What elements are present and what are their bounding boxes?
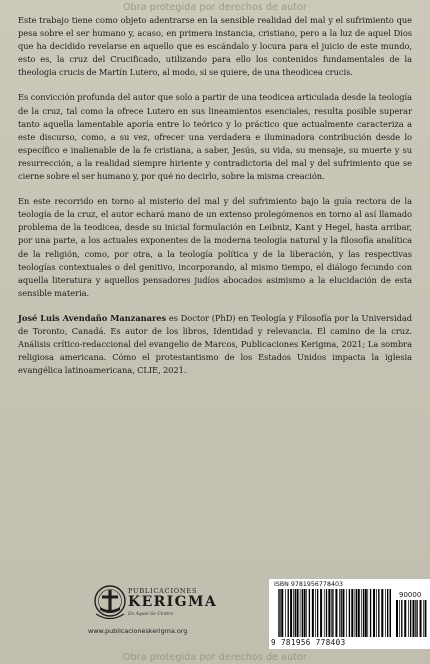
- blurb-paragraph-3: En este recorrido en torno al misterio del mal y del sufrimiento bajo la guía rectora de la teología de la cruz, el autor echará mano de un extenso prolegómenos en torno al así llamado problema de la teodicea, desde su inicial formulación en Leibniz, Kant y Hegel, hasta arribar, por una parte, a los actuales exponentes de la moderna teología natural y la filosofía analítica de la religión, como, por otra, a la teología política y de la liberación, y las respectivas teologías contextuales o del genitivo, incorporando, al mismo tiempo, el diálogo fecundo con aquella literatura y aquellos pensadores judíos abocados asimismo a la elucidación de esta sensible materia.: [18, 196, 412, 298]
- barcode-bar: [385, 589, 386, 637]
- publisher-logo: [90, 579, 250, 644]
- barcode-bar: [363, 589, 364, 637]
- cover-footer: [18, 579, 422, 649]
- isbn-label: ISBN 9781956778403: [274, 581, 343, 588]
- barcode-bar: [290, 589, 292, 637]
- barcode-bar: [317, 589, 318, 637]
- barcode-bar: [396, 600, 398, 637]
- barcode-bar: [390, 589, 391, 637]
- barcode-bar: [425, 600, 426, 637]
- barcode-bar: [335, 589, 337, 637]
- barcode-bar: [408, 600, 409, 637]
- barcode-bar: [342, 589, 344, 637]
- barcode-bar: [349, 589, 350, 637]
- barcode-bar: [365, 589, 367, 637]
- barcode-bar: [326, 589, 327, 637]
- barcode-bar: [376, 589, 377, 637]
- barcode-bar: [295, 589, 296, 637]
- barcode-bar: [358, 589, 360, 637]
- barcode-bar: [420, 600, 422, 637]
- blurb-paragraph-2: Es convicción profunda del autor que solo a partir de una teodicea articulada desde la teología de la cruz, tal como la ofrece Lutero en sus lineamientos esenciales, resulta posible superar tanto aquella lamentable aporía entre lo teórico y lo práctico que actualmente caracteriza a este discurso, como, a su vez, ofrecer una verdadera e iluminadora contribución desde lo específico e inalienable de la fe cristiana, a saber, Jesús, su vida, su mensaje, su muerte y su resurrección, a la realidad siempre hiriente y contradictoria del mal y del sufrimiento que se cierne sobre el ser humano y, por qué no decirlo, sobre la misma creación.: [18, 92, 412, 182]
- watermark-bottom: Obra protegida por derechos de autor: [123, 652, 307, 663]
- barcode-bar: [346, 589, 347, 637]
- barcode-bar: [285, 589, 286, 637]
- barcode-bar: [341, 589, 342, 637]
- barcode-bar: [320, 589, 322, 637]
- barcode-bar: [399, 600, 400, 637]
- barcode-bar: [401, 600, 402, 637]
- publisher-name: KERIGMA: [128, 594, 218, 610]
- barcode-bar: [293, 589, 294, 637]
- barcode-bar: [410, 600, 411, 637]
- barcode-bar: [367, 589, 368, 637]
- barcode-bar: [370, 589, 371, 637]
- isbn-barcode: [269, 579, 430, 649]
- barcode-bar: [297, 589, 299, 637]
- barcode-bar: [281, 589, 283, 637]
- barcode-bar: [387, 589, 388, 637]
- barcode-bar: [278, 589, 279, 637]
- barcode-bar: [279, 589, 280, 637]
- barcode-bar: [328, 589, 330, 637]
- barcode-bar: [339, 589, 340, 637]
- price-code: 90000: [399, 591, 422, 599]
- barcode-bar: [356, 589, 357, 637]
- barcode-bar: [361, 589, 362, 637]
- publisher-tagline: En Aquel Se Centra: [128, 612, 173, 617]
- barcode-bar: [373, 589, 375, 637]
- barcode-bar: [302, 589, 303, 637]
- publisher-website: www.publicacioneskerigma.org: [88, 627, 188, 635]
- barcode-bar: [355, 589, 356, 637]
- barcode-bar: [312, 589, 314, 637]
- author-name: José Luis Avendaño Manzanares: [18, 312, 167, 323]
- publisher-line1: PUBLICACIONES: [128, 587, 198, 595]
- barcode-bar: [288, 589, 289, 637]
- barcode-bar: [324, 589, 325, 637]
- barcode-bar: [306, 589, 307, 637]
- author-bio-text: es Doctor (PhD) en Teología y Filosofía por la Universidad de Toronto, Canadá. Es autor de los libros, Identidad y relevancia. El camino de la cruz. Análisis crítico-redaccional del evangelio de Marcos, Publicaciones Kerigma, 2021; La sombra religiosa americana. Cómo el protestantismo de los Estados Unidos impacta la iglesia evangélica latinoamericana, CLIE, 2021.: [18, 312, 412, 376]
- barcode-bar: [315, 589, 316, 637]
- barcode-bar: [300, 589, 301, 637]
- author-bio: [18, 312, 412, 377]
- barcode-bar: [309, 589, 310, 637]
- kerigma-emblem-icon: [90, 581, 130, 623]
- barcode-bar: [304, 589, 306, 637]
- barcode-bar: [415, 600, 416, 637]
- barcode-bar: [331, 589, 332, 637]
- barcode-digits: 9 781956 778403: [271, 638, 346, 647]
- barcode-bar: [381, 589, 383, 637]
- barcode-bar: [413, 600, 415, 637]
- blurb-text: [18, 14, 412, 389]
- barcode-bar: [332, 589, 333, 637]
- barcode-bar: [416, 600, 417, 637]
- barcode-bar: [404, 600, 406, 637]
- barcode-bar: [423, 600, 424, 637]
- barcode-bar: [378, 589, 379, 637]
- barcode-bar: [351, 589, 353, 637]
- blurb-paragraph-1: Este trabajo tiene como objeto adentrarse en la sensible realidad del mal y el sufrimiento que pesa sobre el ser humano y, acaso, en primera instancia, cristiano, pero a la luz de aquel Dios que ha decidido revelarse en aquello que es escándalo y locura para el juicio de este mundo, esto es, la cruz del Crucificado, utilizando para ello los contenidos fundamentales de la theologia crucis de Martín Lutero, al modo, si se quiere, de una theodicea crucis.: [18, 15, 412, 78]
- watermark-top: Obra protegida por derechos de autor: [123, 2, 307, 13]
